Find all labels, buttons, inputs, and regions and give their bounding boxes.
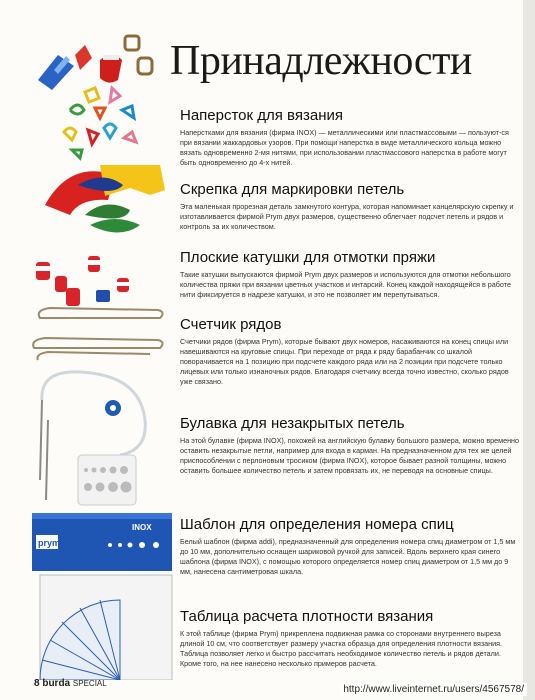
thimbles-image [38, 36, 152, 90]
stitch-markers-image [64, 88, 136, 158]
blue-needle-gauge-image [32, 513, 172, 571]
section-row-counter [180, 316, 520, 387]
section-body: Такие катушки выпускаются фирмой Prym двух размеров и используются для отмотки небольшого количества пряжи при вязании цветных участков и интарсий. Конец каждой находящейся в работе нити фиксируется в надрезе катушки, и это не позволяет им перепутываться. [180, 270, 511, 299]
brand-name: burda [42, 678, 71, 689]
section-body: Белый шаблон (фирма addi), предназначенный для определения номера спиц диаметром от 1,5 мм до 10 мм, дополнительно оснащен шариковой ручкой для записей. Вдоль верхнего края синего шаблона (фирма INOX), с помощью которого определяется номер спиц диаметром от 1,5 мм до 9 мм, нанесена сантиметровая шкала. [180, 537, 516, 576]
row-counters-image [36, 256, 129, 306]
section-heading: Скрепка для маркировки петель [180, 181, 405, 198]
section-needle-gauge [180, 516, 520, 577]
section-marker-clip [180, 181, 520, 232]
page-edge [523, 0, 535, 700]
stitch-holder-pins-image [33, 308, 162, 360]
page-footer [34, 678, 107, 689]
section-body: Счетчики рядов (фирма Prym), которые бывают двух номеров, насаживаются на конец спицы или навешиваются на круговые спицы. При переходе от ряда к ряду барабанчик со шкалой поворачивается на 1 позицию при подсчете каждого ряда или на 2 позиции при подсчете только лицевых или только изнаночных рядов. Благодаря счетчику всегда точно известно, сколько рядов уже связано. [180, 337, 509, 386]
section-heading: Счетчик рядов [180, 316, 282, 333]
section-heading: Булавка для незакрытых петель [180, 415, 405, 432]
section-heading: Таблица расчета плотности вязания [180, 608, 434, 625]
brand-special: SPECIAL [72, 679, 107, 688]
section-body: На этой булавке (фирма INOX), похожей на английскую булавку большого размера, можно временно оставить незакрытые петли, например для входа в карман. На предназначенном для тех же целей приспособлении с перлоновым тросиком (фирма INOX), которое бывает разной толщины, можно оставить большее количество петель и затем провязать их, не переводя на основные спицы. [180, 436, 520, 475]
section-heading: Наперсток для вязания [180, 107, 343, 124]
section-body: К этой таблице (фирма Prym) прикреплена подвижная рамка со сторонами внутреннего выреза длиной 10 см, что соответствует размеру участка образца для определения плотности вязания. Таблица позволяет легко и быстро рассчитать необходимое количество петель и рядов детали. Кроме того, на нее нанесено несколько примеров расчета. [180, 629, 503, 668]
accessories-illustration [0, 0, 175, 680]
inox-label: INOX [132, 523, 152, 532]
prym-label: prym [38, 538, 61, 548]
yarn-bobbins-image [45, 165, 165, 233]
section-stitch-holder [180, 415, 520, 476]
section-thimble [180, 107, 520, 168]
white-needle-gauge-image [78, 455, 136, 505]
section-bobbins [180, 249, 520, 300]
section-heading: Шаблон для определения номера спиц [180, 516, 454, 533]
section-heading: Плоские катушки для отмотки пряжи [180, 249, 436, 266]
section-gauge-table [180, 608, 520, 669]
page-title: Принадлежности [170, 38, 472, 84]
section-body: Наперстками для вязания (фирма INOX) — металлическими или пластмассовыми — пользуют-ся при вязании жаккардовых узоров. При помощи наперстка в виде металлического кольца можно вязать одновременно 2-мя нитями, при использовании пластмассового наперстка в работе могут быть одновременно до 4-х нитей. [180, 128, 509, 167]
section-body: Эта маленькая прорезная деталь замкнутого контура, которая напоминает канцелярскую скрепку и изготавливается фирмой Prym двух размеров, существенно облегчает подсчет петель и рядов и контроль за их количеством. [180, 202, 514, 231]
gauge-calculator-image [40, 575, 172, 680]
page-number: 8 [34, 678, 40, 689]
watermark-url[interactable]: http://www.liveinternet.ru/users/4567578/ [340, 683, 527, 696]
